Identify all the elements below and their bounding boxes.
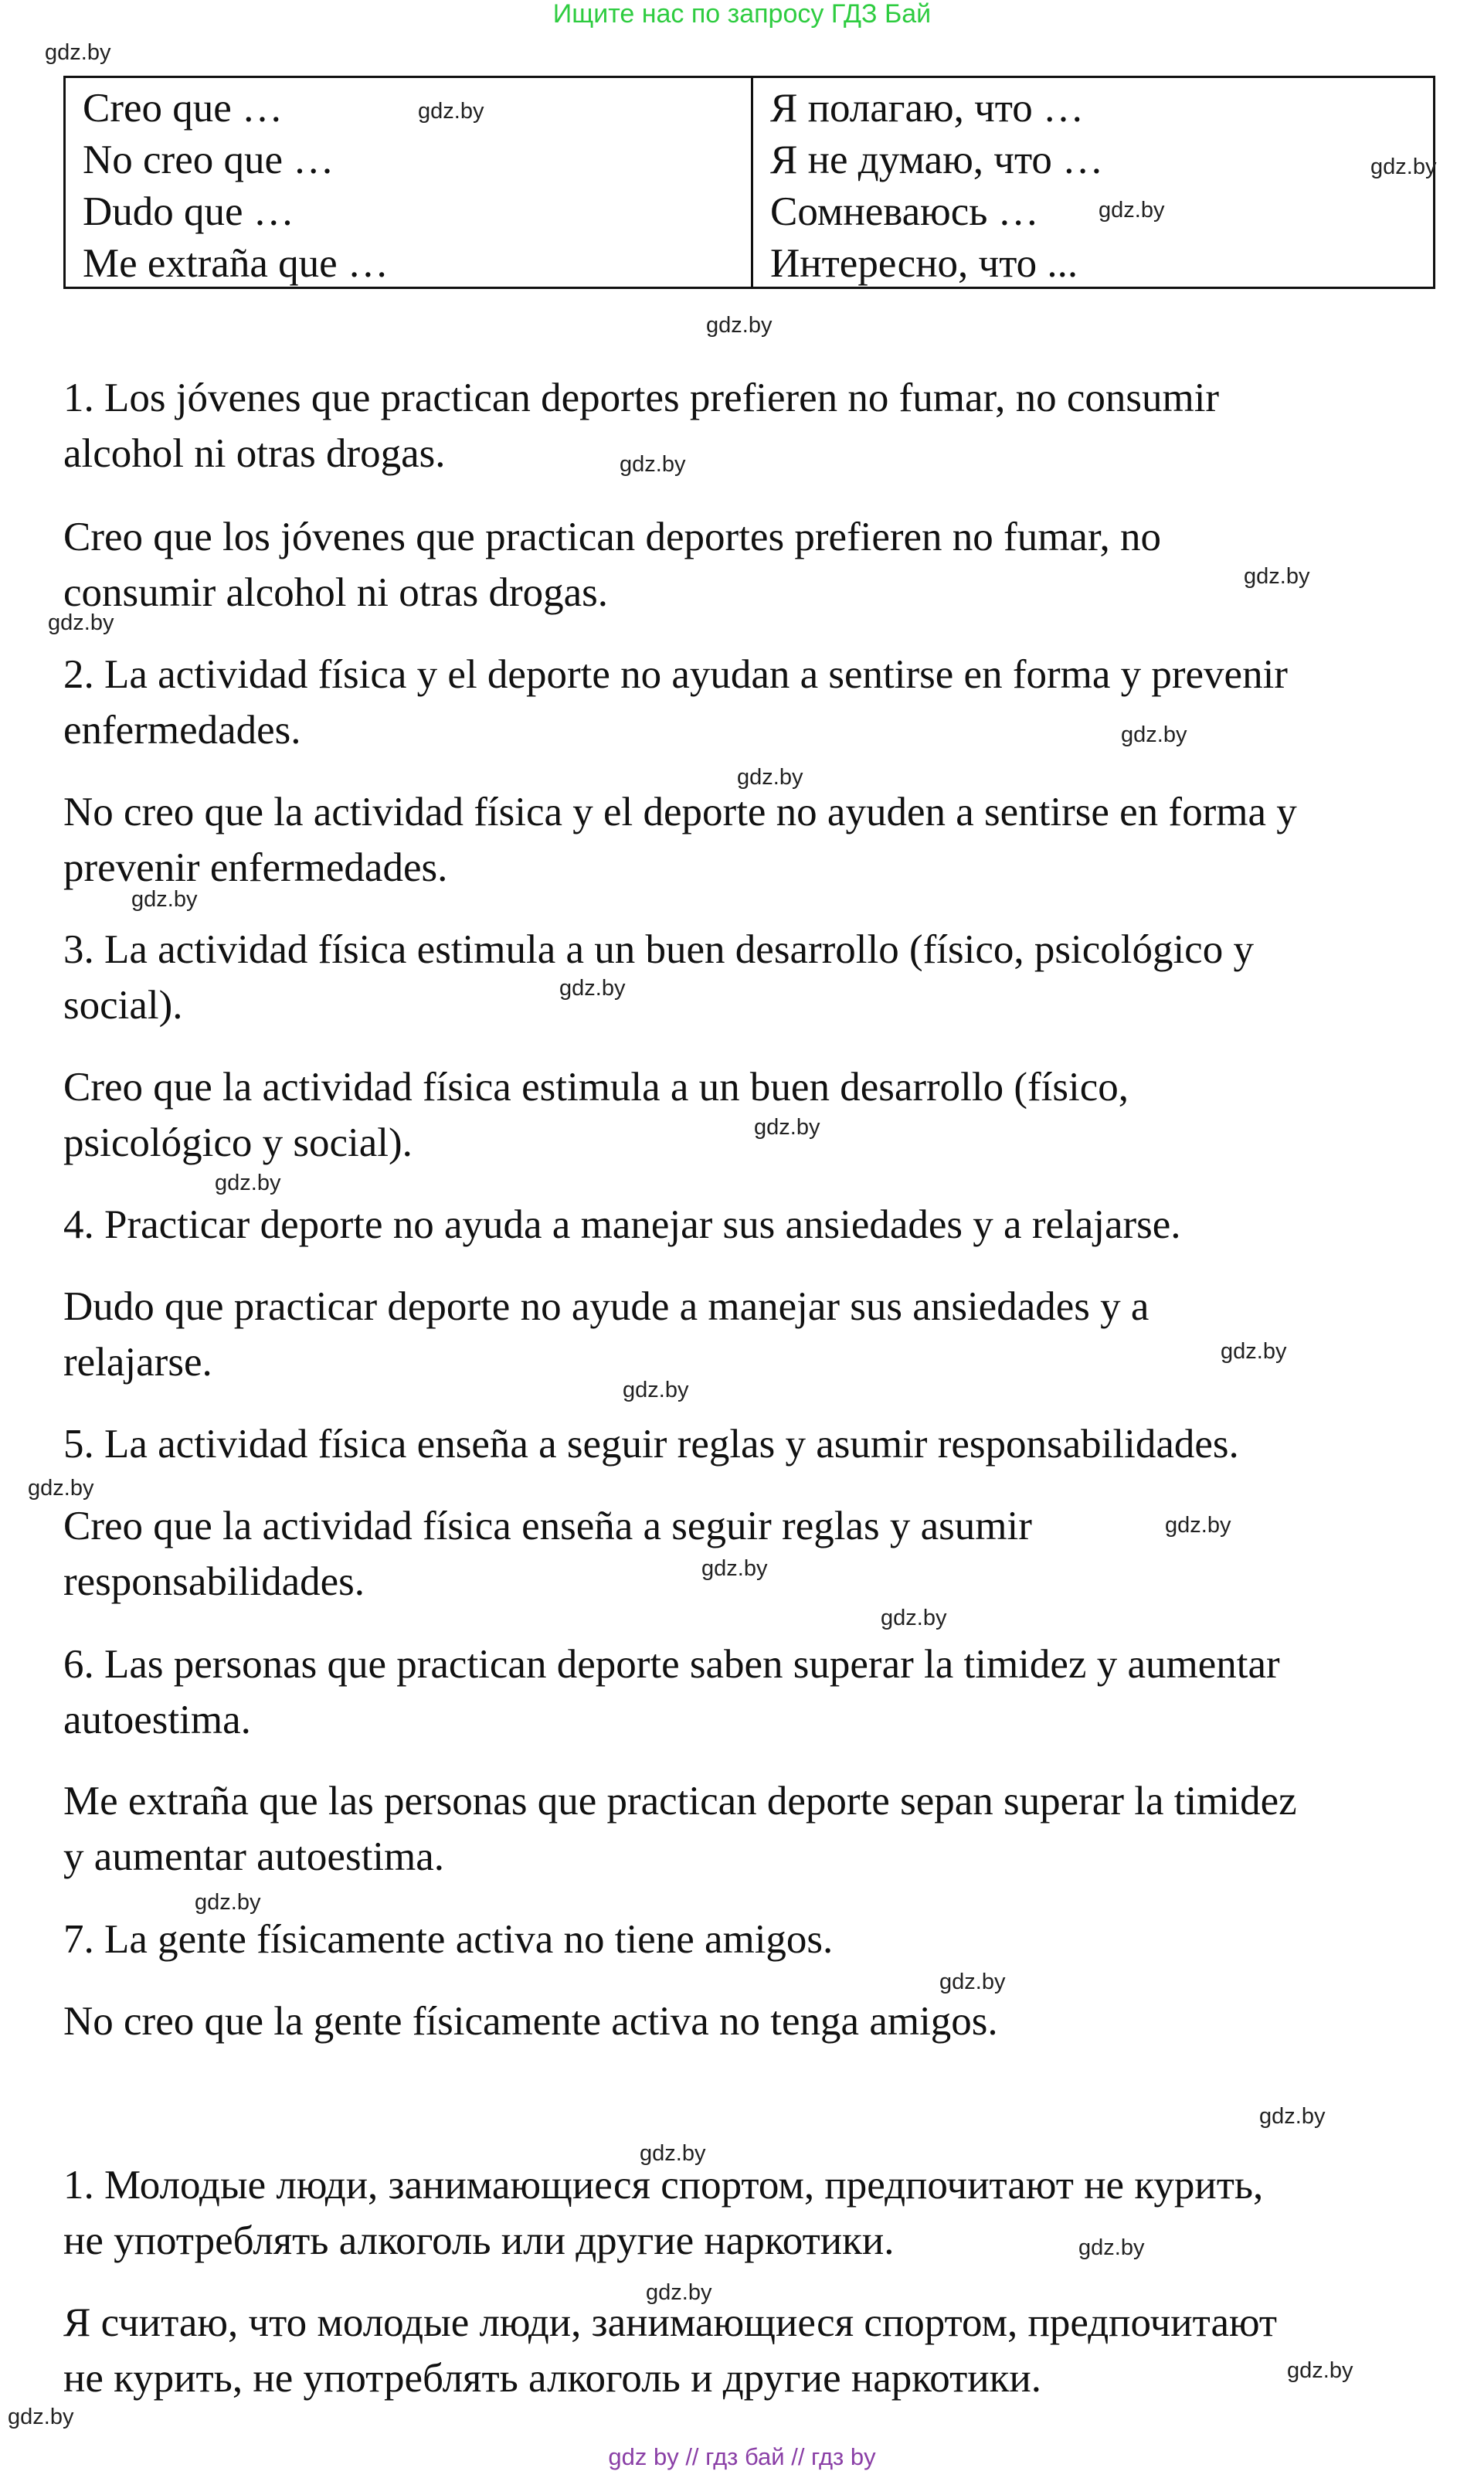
watermark: gdz.by (418, 99, 484, 124)
watermark: gdz.by (48, 610, 114, 635)
watermark: gdz.by (559, 976, 626, 1001)
watermark: gdz.by (1099, 198, 1165, 223)
watermark: gdz.by (131, 887, 198, 912)
watermark: gdz.by (706, 313, 773, 338)
translation-statement: 1. Молодые люди, занимающиеся спортом, предпочитают не курить, не употреблять алкоголь или другие наркотики. (63, 2163, 1264, 2263)
footer-watermark: gdz by // гдз бай // гдз by (608, 2443, 876, 2470)
exercise-2-statement: 2. La actividad física y el deporte no ayudan a sentirse en forma y prevenir enfermedades. (63, 652, 1288, 753)
exercise-1-statement: 1. Los jóvenes que practican deportes prefieren no fumar, no consumir alcohol ni otras drogas. (63, 376, 1220, 476)
watermark: gdz.by (1121, 722, 1187, 747)
russian-phrase: Я не думаю, что … (770, 138, 1104, 182)
russian-phrase: Интересно, что ... (770, 241, 1078, 286)
spanish-phrase: No creo que … (83, 138, 334, 182)
exercise-4-answer: Dudo que practicar deporte no ayude a manejar sus ansiedades y a relajarse. (63, 1284, 1150, 1385)
watermark: gdz.by (8, 2405, 74, 2429)
translation-answer: Я считаю, что молодые люди, занимающиеся спортом, предпочитают не курить, не употреблять алкоголь и другие наркотики. (63, 2300, 1278, 2401)
russian-phrases-column (753, 78, 1433, 287)
phrase-table (63, 76, 1435, 289)
watermark: gdz.by (737, 765, 803, 790)
watermark: gdz.by (754, 1115, 820, 1140)
russian-phrase: Я полагаю, что … (770, 86, 1084, 131)
exercise-5-answer: Creo que la actividad física enseña a seguir reglas y asumir responsabilidades. (63, 1504, 1032, 1604)
exercise-2-answer: No creo que la actividad física y el deporte no ayuden a sentirse en forma y prevenir enfermedades. (63, 790, 1297, 890)
exercise-6-statement: 6. Las personas que practican deporte saben superar la timidez y aumentar autoestima. (63, 1642, 1280, 1742)
watermark: gdz.by (939, 1970, 1006, 1994)
watermark: gdz.by (620, 452, 686, 477)
watermark: gdz.by (1259, 2104, 1326, 2129)
exercise-6-answer: Me extraña que las personas que practican deporte sepan superar la timidez y aumentar autoestima. (63, 1779, 1297, 1879)
watermark: gdz.by (623, 1378, 689, 1402)
spanish-phrase: Me extraña que … (83, 241, 389, 286)
spanish-phrase: Creo que … (83, 86, 284, 131)
watermark: gdz.by (646, 2280, 712, 2305)
exercise-7-answer: No creo que la gente físicamente activa no tenga amigos. (63, 1999, 998, 2044)
watermark: gdz.by (1078, 2235, 1145, 2260)
watermark: gdz.by (28, 1476, 94, 1501)
watermark: gdz.by (881, 1606, 947, 1630)
russian-phrase: Сомневаюсь … (770, 189, 1039, 234)
spanish-phrases-column (66, 78, 753, 287)
exercise-3-answer: Creo que la actividad física estimula a un buen desarrollo (físico, psicológico y social). (63, 1065, 1129, 1165)
watermark: gdz.by (701, 1556, 768, 1581)
exercise-4-statement: 4. Practicar deporte no ayuda a manejar sus ansiedades y a relajarse. (63, 1202, 1181, 1247)
watermark: gdz.by (1165, 1513, 1231, 1538)
search-banner: Ищите нас по запросу ГДЗ Бай (552, 0, 932, 29)
spanish-phrase: Dudo que … (83, 189, 294, 234)
watermark: gdz.by (640, 2141, 706, 2166)
exercise-3-statement: 3. La actividad física estimula a un buen desarrollo (físico, psicológico y social). (63, 927, 1254, 1028)
watermark: gdz.by (1244, 564, 1310, 589)
watermark: gdz.by (195, 1890, 261, 1915)
watermark: gdz.by (1370, 155, 1437, 179)
watermark: gdz.by (1221, 1339, 1287, 1364)
exercise-1-answer: Creo que los jóvenes que practican deportes prefieren no fumar, no consumir alcohol ni otras drogas. (63, 515, 1161, 615)
exercise-5-statement: 5. La actividad física enseña a seguir reglas y asumir responsabilidades. (63, 1422, 1239, 1467)
watermark: gdz.by (215, 1171, 281, 1195)
exercise-7-statement: 7. La gente físicamente activa no tiene amigos. (63, 1917, 834, 1962)
watermark: gdz.by (1287, 2358, 1353, 2383)
watermark: gdz.by (45, 40, 111, 65)
